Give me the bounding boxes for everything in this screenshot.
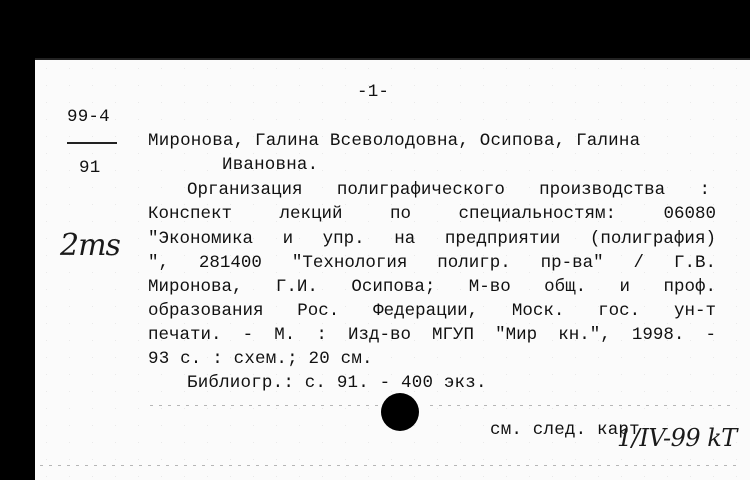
author-heading: Миронова, Галина Всеволодовна, Осипова, Галина — [148, 131, 641, 151]
scan-noise — [430, 405, 730, 406]
bibliography-note: Библиогр.: с. 91. - 400 экз. — [187, 373, 487, 393]
handwritten-date: 1/IV-99 kT — [617, 424, 737, 452]
shelf-mark-divider — [67, 142, 117, 144]
shelf-mark-top: 99-4 — [67, 107, 110, 127]
card-punch-hole — [381, 393, 419, 431]
description-line: Организация полиграфического производства : — [187, 180, 710, 200]
physical-description: 93 с. : схем.; 20 см. — [148, 349, 373, 369]
author-heading-cont: Ивановна. — [222, 155, 319, 175]
description-line: "Экономика и упр. на предприятии (полиграфия) — [148, 229, 716, 249]
description-line: печати. - М. : Изд-во МГУП "Мир кн.", 1998. - — [148, 325, 716, 345]
scan-noise — [150, 405, 390, 406]
handwritten-code: 2ms — [60, 228, 120, 263]
description-line: образования Рос. Федерации, Моск. гос. ун-т — [148, 301, 716, 321]
scan-noise — [40, 465, 740, 466]
shelf-mark-bottom: 91 — [79, 158, 101, 178]
description-line: Конспект лекций по специальностям: 06080 — [148, 204, 716, 224]
card-page-number: -1- — [357, 82, 390, 102]
description-line: Миронова, Г.И. Осипова; М-во общ. и проф. — [148, 277, 716, 297]
see-next-card: см. след. карт. — [490, 420, 651, 440]
description-line: ", 281400 "Технология полигр. пр-ва" / Г.В. — [148, 253, 716, 273]
